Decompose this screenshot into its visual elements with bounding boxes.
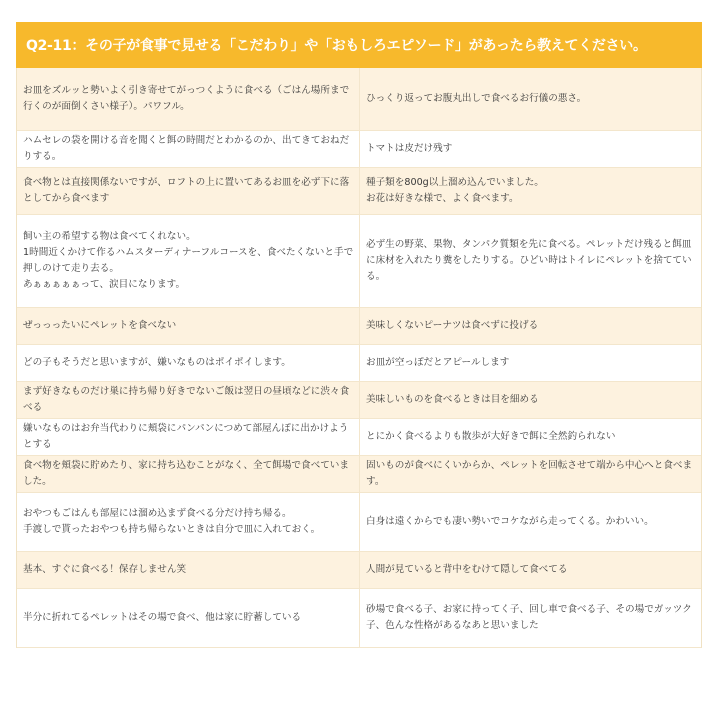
answer-cell-right: 必ず生の野菜、果物、タンパク質類を先に食べる。ペレットだけ残ると餌皿に床材を入れたり糞をしたりする。ひどい時はトイレにペレットを捨てている。 [366,239,692,282]
answer-cell-left: 嫌いなものはお弁当代わりに頬袋にパンパンにつめて部屋んぽに出かけようとする [17,419,360,455]
table-row [17,308,701,345]
answer-cell-left: お皿をズルッと勢いよく引き寄せてがっつくように食べる（ごはん場所まで行くのが面倒くさい様子）。パワフル。 [17,68,360,130]
answer-cell-left: ハムセレの袋を開ける音を聞くと餌の時間だとわかるのか、出てきておねだりする。 [17,131,360,167]
answer-cell-left: 食べ物とは直接関係ないですが、ロフトの上に置いてあるお皿を必ず下に落としてから食べます [17,168,360,214]
answer-cell-left: 飼い主の希望する物は食べてくれない。 1時間近くかけて作るハムスターディナーフルコースを、食べたくないと手で押しのけて走り去る。 あぁぁぁぁぁって、涙目になります。 [17,215,360,307]
table-row [17,345,701,382]
table-row [17,382,701,419]
answer-cell-left: どの子もそうだと思いますが、嫌いなものはポイポイします。 [17,345,360,381]
answer-cell-right: とにかく食べるよりも散歩が大好きで餌に全然釣られない [366,431,616,442]
table-row [17,456,701,493]
answer-cell-left: 半分に折れてるペレットはその場で食べ、他は家に貯蓄している [17,589,360,647]
answer-cell-right: 種子類を800g以上溜め込んでいました。 お花は好きな様で、よく食べます。 [366,177,544,204]
question-title: Q2-11：その子が食事で見せる「こだわり」や「おもしろエピソード」があったら教えてください。 [26,38,647,54]
answer-cell-left: ぜっっったいにペレットを食べない [17,308,360,344]
answer-cell-right: ひっくり返ってお腹丸出しで食べるお行儀の悪さ。 [366,93,587,104]
table-row [17,589,701,648]
answer-cell-left: まず好きなものだけ巣に持ち帰り好きでないご飯は翌日の昼頃などに渋々食べる [17,382,360,418]
answer-cell-left: おやつもごはんも部屋には溜め込まず食べる分だけ持ち帰る。 手渡しで貰ったおやつも持ち帰らないときは自分で皿に入れておく。 [17,493,360,551]
answer-cell-right: トマトは皮だけ残す [366,143,453,154]
answer-cell-right: 人間が見ていると背中をむけて隠して食べてる [366,564,568,575]
answer-cell-right: 白身は遠くからでも凄い勢いでコケながら走ってくる。かわいい。 [366,516,654,527]
table-row [17,552,701,589]
answer-cell-right: お皿が空っぽだとアピールします [366,357,510,368]
answer-cell-left: 食べ物を頬袋に貯めたり、家に持ち込むことがなく、全て餌場で食べていました。 [17,456,360,492]
table-row [17,493,701,552]
table-row [17,419,701,456]
answer-cell-right: 美味しいものを食べるときは目を細める [366,394,539,405]
table-row [17,131,701,168]
answer-cell-left: 基本、すぐに食べる！保存しません笑 [17,552,360,588]
answer-cell-right: 固いものが食べにくいからか、ペレットを回転させて端から中心へと食べます。 [366,460,693,487]
answer-cell-right: 砂場で食べる子、お家に持ってく子、回し車で食べる子、その場でガッツク子、色んな性格があるなあと思いました [366,604,692,631]
table-row [17,215,701,308]
table-row [17,168,701,215]
survey-table [16,22,702,648]
answer-rows [16,68,702,648]
table-row [17,68,701,131]
answer-cell-right: 美味しくないピーナツは食べずに投げる [366,320,539,331]
question-header [16,22,702,68]
